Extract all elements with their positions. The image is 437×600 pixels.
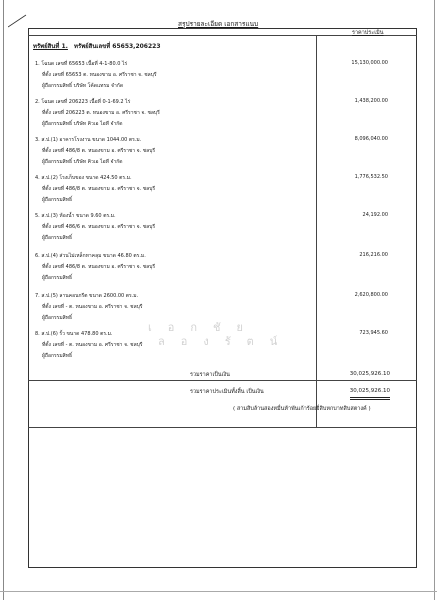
subtotal-amount: 30,025,926.10 — [349, 371, 390, 377]
watermark-line-2: ลองรัตน์ — [158, 335, 294, 348]
item-1-title: 1. โฉนด เลขที่ 65653 เนื้อที่ 4-1-80.0 ไร่ — [35, 61, 128, 67]
item-4-title: 4. ส.ป.(2) โรงเก็บของ ขนาด 424.50 ตร.ม. — [35, 175, 132, 181]
item-3-title: 3. ส.ป.(1) อาคารโรงงาน ขนาด 1044.00 ตร.ม. — [35, 137, 142, 143]
item-4-location: ที่ตั้ง เลขที่ 486/8 ต. หนองขาม อ. ศรีราชา จ. ชลบุรี — [42, 186, 156, 192]
section-title: ทรัพย์สินเลขที่ 65653,206223 — [74, 43, 161, 50]
item-8-location: ที่ตั้ง เลขที่ - ต. หนองขาม อ. ศรีราชา จ. ชลบุรี — [42, 342, 143, 348]
scan-edge-left — [3, 0, 4, 600]
item-6-amount: 216,216.00 — [359, 252, 388, 258]
item-3-amount: 8,096,040.00 — [354, 136, 388, 142]
item-2-amount: 1,438,200.00 — [354, 98, 388, 104]
total-amount: 30,025,926.10 — [349, 388, 390, 394]
subtotal-rule — [28, 380, 417, 381]
item-6-location: ที่ตั้ง เลขที่ 486/8 ต. หนองขาม อ. ศรีราชา จ. ชลบุรี — [42, 264, 156, 270]
item-5-title: 5. ส.ป.(3) ห้องน้ำ ขนาด 9.60 ตร.ม. — [35, 213, 116, 219]
item-8-title: 8. ส.ป.(6) รั้ว ขนาด 478.80 ตร.ม. — [35, 331, 113, 337]
item-4-amount: 1,776,532.50 — [354, 174, 388, 180]
item-7-owner: ผู้ถือกรรมสิทธิ์ — [42, 315, 73, 321]
item-1-owner: ผู้ถือกรรมสิทธิ์ บริษัท โค้ดแทรม จำกัด — [42, 83, 124, 89]
item-5-owner: ผู้ถือกรรมสิทธิ์ — [42, 235, 73, 241]
item-5-amount: 24,192.00 — [362, 212, 388, 218]
item-4-owner: ผู้ถือกรรมสิทธิ์ — [42, 197, 73, 203]
total-underline-2 — [350, 399, 390, 400]
item-7-title: 7. ส.ป.(5) ลานคอนกรีต ขนาด 2600.00 ตร.ม. — [35, 293, 139, 299]
item-6-title: 6. ส.ป.(4) ส่วนไม่เหล็กหาคลุม ขนาด 46.80 ตร.ม. — [35, 253, 146, 259]
footer-rule — [28, 427, 417, 428]
item-7-amount: 2,620,800.00 — [354, 292, 388, 298]
watermark-line-1: เอกชัย — [148, 321, 259, 334]
price-column-header: ราคาประเมิน — [352, 30, 384, 36]
section-heading — [33, 41, 161, 51]
subtotal-label: รวมราคาเป็นเงิน — [190, 372, 230, 378]
document-title: สรุปรายละเอียด เอกสารแนบ — [178, 20, 259, 28]
item-3-owner: ผู้ถือกรรมสิทธิ์ บริษัท คิวเอ ไอที จำกัด — [42, 159, 123, 165]
item-1-amount: 15,130,000.00 — [351, 60, 388, 66]
item-7-location: ที่ตั้ง เลขที่ - ต. หนองขาม อ. ศรีราชา จ. ชลบุรี — [42, 304, 143, 310]
item-6-owner: ผู้ถือกรรมสิทธิ์ — [42, 275, 73, 281]
scan-edge-bottom — [0, 591, 437, 592]
item-8-amount: 723,945.60 — [359, 330, 388, 336]
amount-column-divider — [316, 35, 317, 427]
item-3-location: ที่ตั้ง เลขที่ 486/8 ต. หนองขาม อ. ศรีราชา จ. ชลบุรี — [42, 148, 156, 154]
item-2-location: ที่ตั้ง เลขที่ 206223 ต. หนองขาม อ. ศรีราชา จ. ชลบุรี — [42, 110, 160, 116]
item-8-owner: ผู้ถือกรรมสิทธิ์ — [42, 353, 73, 359]
item-2-title: 2. โฉนด เลขที่ 206223 เนื้อที่ 0-1-69.2 ไร่ — [35, 99, 131, 105]
total-underline-1 — [350, 397, 390, 398]
pen-mark-icon — [8, 14, 28, 28]
amount-in-words: ( สามสิบล้านสองหมื่นห้าพันเก้าร้อยยี่สิบหกบาทสิบสตางค์ ) — [233, 406, 371, 412]
scan-edge-right — [434, 0, 435, 600]
section-label: ทรัพย์สินที่ 1. — [33, 43, 68, 50]
item-1-location: ที่ตั้ง เลขที่ 65653 ต. หนองขาม อ. ศรีราชา จ. ชลบุรี — [42, 72, 157, 78]
item-2-owner: ผู้ถือกรรมสิทธิ์ บริษัท คิวเอ ไอที จำกัด — [42, 121, 123, 127]
total-label: รวมราคาประเมินทั้งสิ้น เป็นเงิน — [190, 389, 264, 395]
item-5-location: ที่ตั้ง เลขที่ 486/6 ต. หนองขาม อ. ศรีราชา จ. ชลบุรี — [42, 224, 156, 230]
